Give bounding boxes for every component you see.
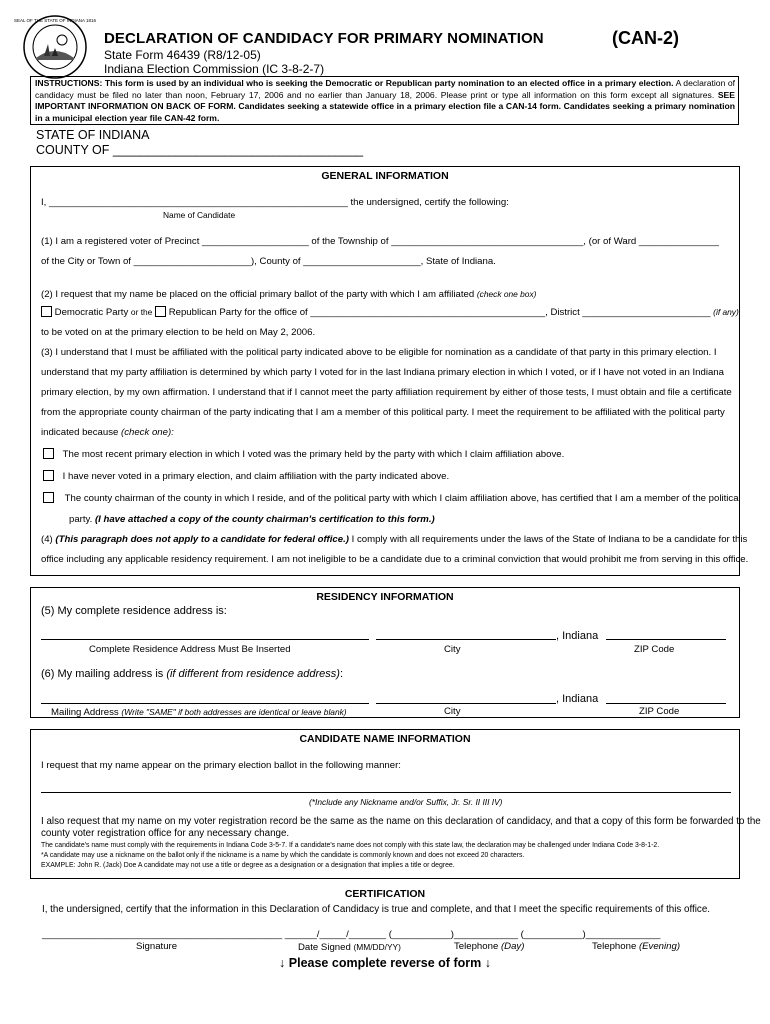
certification-section bbox=[30, 884, 740, 954]
date-signed-text: Date Signed bbox=[298, 942, 351, 953]
democratic-label: Democratic Party bbox=[54, 307, 129, 318]
residence-zip-line[interactable] bbox=[606, 639, 726, 640]
name-fine-print-1: The candidate's name must comply with the requirements in Indiana Code 3-5-7. If a candidate's name does not comply with this state law, the declaration may be challenged under Indiana Code 3-8-1-2. bbox=[41, 842, 660, 849]
p4-text: I comply with all requirements under the laws of the State of Indiana to be a candidate for this bbox=[351, 534, 748, 545]
paragraph-4-line-2: office including any applicable residency requirement. I am not ineligible to be a candidate due to a criminal conviction that would prohibit me from serving in this office. bbox=[41, 554, 749, 565]
residence-question: (5) My complete residence address is: bbox=[41, 605, 227, 617]
republican-checkbox[interactable] bbox=[155, 306, 166, 317]
democratic-checkbox[interactable] bbox=[41, 306, 52, 317]
general-information-section bbox=[30, 166, 749, 576]
nickname-note: (*Include any Nickname and/or Suffix, Jr. Sr. II III IV) bbox=[309, 797, 503, 807]
voter-registration-request-1: I also request that my name on my voter registration record be the same as the name on this declaration of candidacy, and that a copy of this form be forwarded to the bbox=[41, 816, 761, 827]
residence-address-label: Complete Residence Address Must Be Inserted bbox=[89, 644, 291, 655]
option-3-checkbox[interactable] bbox=[43, 492, 54, 503]
date-signed-label bbox=[298, 941, 401, 954]
mailing-zip-line[interactable] bbox=[606, 703, 726, 704]
residence-city-line[interactable] bbox=[376, 639, 556, 640]
precinct-line[interactable]: (1) I am a registered voter of Precinct ____________________ of the Township of ____________________________________, (or of Ward _______________ bbox=[41, 236, 719, 247]
evening-phone-label bbox=[592, 941, 680, 953]
evening-note: (Evening) bbox=[638, 941, 681, 952]
reverse-form-note: ↓ Please complete reverse of form ↓ bbox=[279, 956, 491, 970]
form-title: DECLARATION OF CANDIDACY FOR PRIMARY NOMINATION bbox=[104, 30, 544, 47]
name-of-candidate-label: Name of Candidate bbox=[163, 210, 236, 220]
day-note: (Day) bbox=[500, 941, 525, 952]
option-2 bbox=[43, 470, 449, 483]
residence-city-label: City bbox=[444, 644, 461, 655]
affiliation-para-3: primary election, by my own affirmation. I understand that if I cannot meet the party affiliation requirement by either of those tests, I must obtain and file a certificate bbox=[41, 387, 732, 398]
residence-address-line[interactable] bbox=[41, 639, 369, 640]
city-county-line[interactable]: of the City or Town of ______________________), County of ______________________, State of Indiana. bbox=[41, 256, 496, 267]
instructions-bold-2: SEE IMPORTANT INFORMATION ON BACK OF FORM. Candidates seeking a statewide office in a primary election file a CAN-14 form. Candidates seeking a primary nomination in a municipal election year file CAN-42 form. bbox=[35, 89, 736, 123]
instructions-label: INSTRUCTIONS: bbox=[35, 78, 103, 88]
residency-heading: RESIDENCY INFORMATION bbox=[316, 591, 454, 603]
mailing-address-line[interactable] bbox=[41, 703, 369, 704]
instructions-bold-1: This form is used by an individual who is seeking the Democratic or Republican party nomination to an elected office in a primary election. bbox=[104, 78, 674, 88]
party-word: party. bbox=[69, 514, 93, 525]
state-of-indiana: STATE OF INDIANA bbox=[36, 128, 150, 142]
day-telephone-text: Telephone bbox=[454, 941, 499, 952]
mailing-city-label: City bbox=[444, 706, 461, 717]
election-date-line: to be voted on at the primary election to be held on May 2, 2006. bbox=[41, 327, 316, 338]
certification-statement: I, the undersigned, certify that the information in this Declaration of Candidacy is true and complete, and that I meet the specific requirements of this office. bbox=[42, 904, 710, 915]
affiliation-para-4: from the appropriate county chairman of the party indicating that I am a member of this political party. I meet the requirement to be affiliated with the political party bbox=[41, 407, 725, 418]
option-3-label: The county chairman of the county in which I reside, and of the political party with which I claim affiliation above, has certified that I am a member of the political bbox=[64, 493, 741, 504]
mailing-address-label bbox=[51, 706, 347, 719]
residence-zip-label: ZIP Code bbox=[634, 644, 675, 655]
candidate-name-section bbox=[30, 729, 761, 879]
mailing-address-note: (Write "SAME" if both addresses are identical or leave blank) bbox=[121, 707, 347, 717]
party-choice-line bbox=[41, 306, 739, 319]
ballot-name-request: I request that my name appear on the primary election ballot in the following manner: bbox=[41, 760, 401, 771]
option-1-checkbox[interactable] bbox=[43, 448, 54, 459]
county-field[interactable]: COUNTY OF ____________________________________ bbox=[36, 143, 364, 157]
mailing-question-text: (6) My mailing address is bbox=[41, 668, 164, 680]
paragraph-4-line-1 bbox=[41, 534, 747, 546]
option-2-label: I have never voted in a primary election, and claim affiliation with the party indicated above. bbox=[62, 471, 450, 482]
ballot-name-line[interactable] bbox=[41, 792, 731, 793]
option-2-checkbox[interactable] bbox=[43, 470, 54, 481]
certification-heading: CERTIFICATION bbox=[344, 888, 426, 900]
affiliation-para-2: understand that my party affiliation is determined by which party I voted for in the last Indiana primary election in which I voted, or if I have not voted in an Indiana bbox=[41, 367, 724, 378]
signature-label: Signature bbox=[136, 941, 178, 952]
state-seal bbox=[13, 14, 97, 80]
if-any-note: (if any) bbox=[713, 307, 739, 317]
day-phone-label bbox=[454, 941, 524, 953]
commission-line: Indiana Election Commission (IC 3-8-2-7) bbox=[104, 62, 325, 76]
party-request-line bbox=[41, 288, 536, 301]
mailing-address-label-text: Mailing Address bbox=[51, 707, 119, 718]
form-code: (CAN-2) bbox=[612, 28, 679, 48]
candidate-name-line[interactable]: I, ________________________________________________________ the undersigned, certify the following: bbox=[41, 197, 509, 208]
instructions-box bbox=[30, 76, 739, 125]
check-one-box-note: (check one box) bbox=[476, 289, 537, 299]
affiliation-para-5 bbox=[41, 427, 174, 439]
p4-number: (4) bbox=[41, 534, 53, 545]
name-fine-print-3: EXAMPLE: John R. (Jack) Doe A candidate may not use a title or degree as a designation or a designation that implies a title or degree. bbox=[41, 862, 455, 869]
voter-registration-request-2: county voter registration office for any necessary change. bbox=[41, 828, 290, 839]
mailing-question bbox=[41, 668, 343, 680]
residency-section bbox=[30, 587, 740, 718]
candidate-name-heading: CANDIDATE NAME INFORMATION bbox=[299, 733, 471, 745]
mailing-question-note: (if different from residence address) bbox=[166, 668, 340, 680]
general-heading: GENERAL INFORMATION bbox=[321, 170, 449, 182]
mailing-question-colon: : bbox=[339, 668, 344, 680]
party-request-text: (2) I request that my name be placed on the official primary ballot of the party with which I am affiliated bbox=[41, 289, 475, 300]
name-fine-print-2: *A candidate may use a nickname on the ballot only if the nickname is a name by which the candidate is commonly known and does not exceed 20 characters. bbox=[41, 852, 525, 859]
seal-text: SEAL OF THE STATE OF INDIANA 1816 bbox=[13, 18, 97, 23]
office-district-line[interactable]: Republican Party for the office of ____________________________________________, District ________________________ bbox=[168, 307, 711, 318]
residence-indiana: , Indiana bbox=[556, 630, 599, 642]
check-one-note: (check one): bbox=[121, 427, 174, 438]
option-3-continued bbox=[69, 514, 435, 526]
option-3 bbox=[43, 492, 741, 505]
date-format-note: (MM/DD/YY) bbox=[353, 942, 401, 952]
mailing-indiana: , Indiana bbox=[556, 693, 599, 705]
mailing-zip-label: ZIP Code bbox=[639, 706, 680, 717]
state-form-number: State Form 46439 (R8/12-05) bbox=[104, 48, 261, 62]
p4-bold-note: (This paragraph does not apply to a candidate for federal office.) bbox=[55, 534, 349, 545]
attached-certification-note: (I have attached a copy of the county chairman's certification to this form.) bbox=[94, 514, 435, 525]
indicated-because-text: indicated because bbox=[41, 427, 119, 438]
option-1-label: The most recent primary election in which I voted was the primary held by the party with which I claim affiliation above. bbox=[62, 449, 565, 460]
option-1 bbox=[43, 448, 564, 461]
mailing-city-line[interactable] bbox=[376, 703, 556, 704]
instructions-text-1: A declaration of candidacy must be filed no later than noon, February 17, 2006 and no earlier than January 18, 2006. Please print or type all information on this form except all signatures. bbox=[35, 78, 735, 100]
evening-telephone-text: Telephone bbox=[592, 941, 637, 952]
affiliation-para-1: (3) I understand that I must be affiliated with the political party indicated above to be eligible for nomination as a candidate of that party in this primary election. I bbox=[41, 347, 717, 358]
or-the-label: or the bbox=[130, 307, 153, 317]
signature-date-phone-lines[interactable]: _____________________________________________ ______/_____/_______ (___________)____________ (___________)______________ bbox=[42, 929, 661, 940]
